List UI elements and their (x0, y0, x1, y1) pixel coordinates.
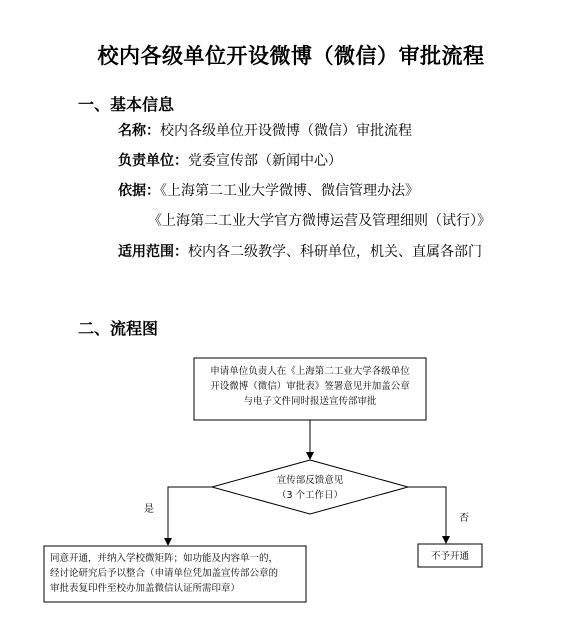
no-label: 否 (459, 513, 469, 524)
info-name-value: 校内各级单位开设微博（微信）审批流程 (160, 123, 412, 139)
decision-line-2: （3 个工作日） (276, 490, 344, 501)
info-basis-value-1: 《上海第二工业大学微博、微信管理办法》 (160, 183, 419, 199)
approve-line-3: 审批表复印件至校办加盖微信认证所需印章） (50, 583, 241, 594)
info-basis-value-2: 《上海第二工业大学官方微博运营及管理细则（试行）》 (148, 213, 491, 229)
info-basis-label: 依据： (118, 183, 160, 199)
yes-label: 是 (144, 504, 154, 515)
start-box-line-2: 开设微博（微信）审批表》签署意见并加盖公章 (210, 381, 410, 392)
approve-line-2: 经讨论研究后予以整合（申请单位凭加盖宣传部公章的 (50, 568, 279, 579)
start-box-line-3: 与电子文件同时报送宣传部审批 (243, 396, 377, 407)
info-unit-label: 负责单位： (118, 153, 188, 169)
info-scope-value: 校内各二级教学、科研单位，机关、直属各部门 (188, 244, 482, 260)
decision-line-1: 宣传部反馈意见 (276, 475, 344, 486)
reject-label: 不予开通 (430, 551, 470, 562)
start-box-line-1: 申请单位负责人在《上海第二工业大学各级单位 (210, 366, 410, 377)
info-unit-value: 党委宣传部（新闻中心） (188, 153, 342, 169)
info-scope-label: 适用范围： (118, 244, 188, 260)
info-name-label: 名称： (118, 123, 160, 139)
approve-line-1: 同意开通，并纳入学校微矩阵；如功能及内容单一的， (50, 553, 279, 564)
section-heading-flowchart: 二、流程图 (78, 319, 159, 338)
section-heading-basic-info: 一、基本信息 (78, 95, 175, 114)
arrow-yes-branch (168, 487, 212, 545)
decision-diamond (212, 460, 408, 514)
page-title: 校内各级单位开设微博（微信）审批流程 (97, 44, 485, 68)
arrow-no-branch (408, 487, 446, 543)
